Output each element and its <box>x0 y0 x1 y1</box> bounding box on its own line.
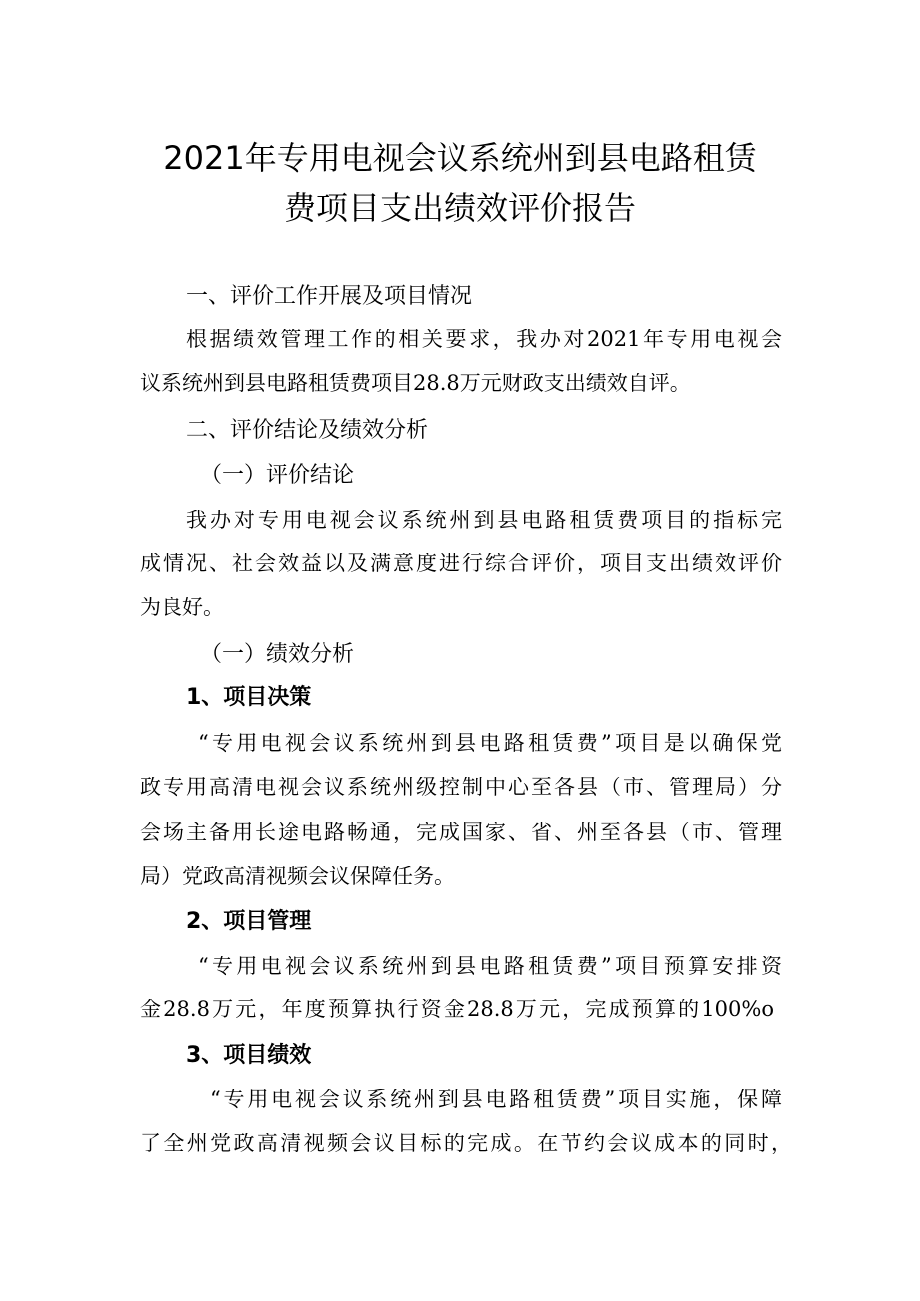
item-heading-management: 2、项目管理 <box>186 909 312 934</box>
paragraph-line: 根据绩效管理工作的相关要求，我办对2021年专用电视会 <box>186 329 782 350</box>
section-heading-2: 二、评价结论及绩效分析 <box>186 418 429 443</box>
paragraph-line: 局）党政高清视频会议保障任务。 <box>140 866 455 887</box>
paragraph-line: 我办对专用电视会议系统州到县电路租赁费项目的指标完 <box>186 510 782 531</box>
paragraph-line: 为良好。 <box>140 597 224 618</box>
document-title-line-2: 费项目支出绩效评价报告 <box>283 189 636 227</box>
subsection-heading-conclusion: （一）评价结论 <box>200 463 355 488</box>
item-heading-decision: 1、项目决策 <box>186 685 312 710</box>
section-heading-1: 一、评价工作开展及项目情况 <box>186 284 473 309</box>
paragraph-line: “专用电视会议系统州到县电路租赁费”项目是以确保党 <box>198 733 782 754</box>
paragraph-line: “专用电视会议系统州到县电路租赁费”项目实施，保障 <box>210 1089 782 1110</box>
paragraph-line: 金28.8万元，年度预算执行资金28.8万元，完成预算的100%o <box>140 999 774 1020</box>
paragraph-line: “专用电视会议系统州到县电路租赁费”项目预算安排资 <box>198 956 782 977</box>
paragraph-line: 议系统州到县电路租赁费项目28.8万元财政支出绩效自评。 <box>140 373 691 394</box>
paragraph-line: 会场主备用长途电路畅通，完成国家、省、州至各县（市、管理 <box>140 822 782 843</box>
document-title-line-1: 2021年专用电视会议系统州到县电路租赁 <box>163 139 757 177</box>
paragraph-line: 政专用高清电视会议系统州级控制中心至各县（市、管理局）分 <box>140 777 782 798</box>
subsection-heading-analysis: （一）绩效分析 <box>200 642 355 667</box>
paragraph-line: 了全州党政高清视频会议目标的完成。在节约会议成本的同时， <box>140 1133 792 1154</box>
paragraph-line: 成情况、社会效益以及满意度进行综合评价，项目支出绩效评价 <box>140 553 782 574</box>
item-heading-performance: 3、项目绩效 <box>186 1043 312 1068</box>
